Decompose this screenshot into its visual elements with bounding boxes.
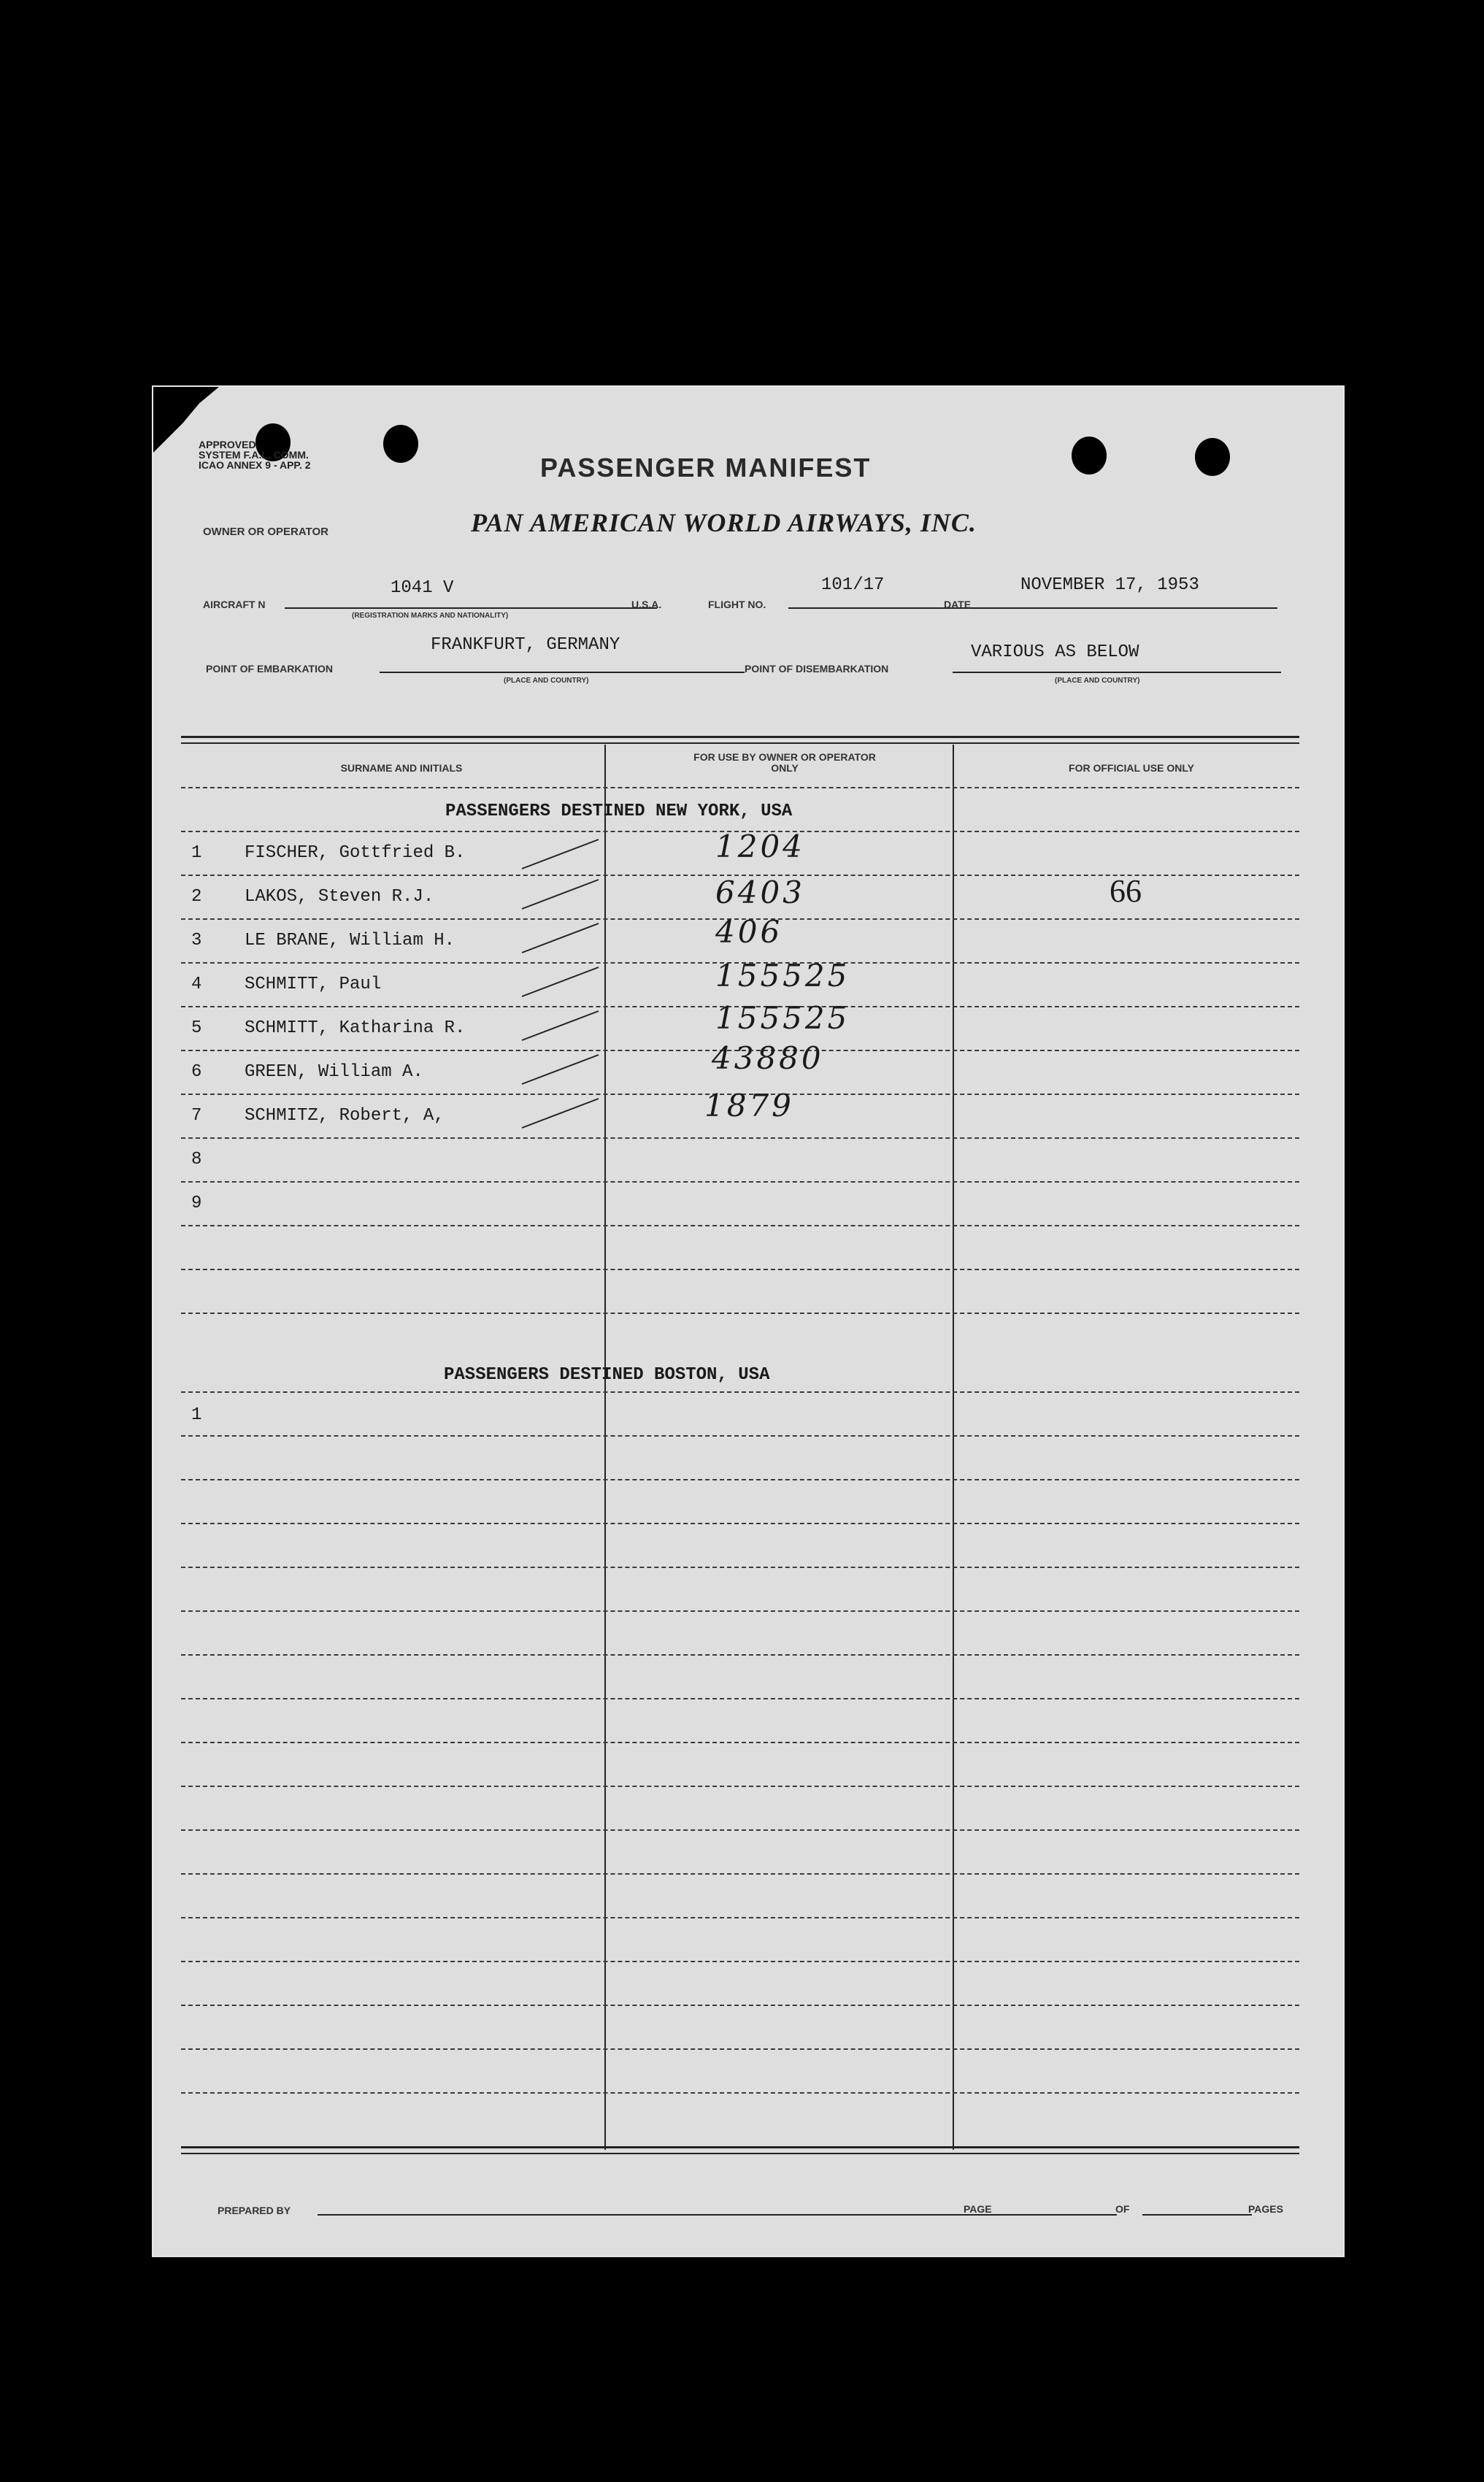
section-heading-new-york: PASSENGERS DESTINED NEW YORK, USA bbox=[445, 802, 793, 821]
row-rule bbox=[181, 1523, 1299, 1524]
check-slash bbox=[518, 920, 606, 956]
owner-code: 406 bbox=[715, 914, 783, 950]
of-label: OF bbox=[1115, 2203, 1130, 2215]
date-label: DATE bbox=[944, 599, 972, 610]
punch-hole bbox=[1072, 437, 1107, 474]
row-number: 9 bbox=[191, 1194, 202, 1213]
aircraft-label: AIRCRAFT N bbox=[203, 599, 266, 610]
check-slash bbox=[518, 1051, 606, 1088]
passenger-name: FISCHER, Gottfried B. bbox=[245, 843, 466, 863]
row-number: 6 bbox=[191, 1062, 202, 1082]
table-top-rule bbox=[181, 736, 1299, 738]
manifest-sheet bbox=[153, 387, 1343, 2256]
row-rule bbox=[181, 1313, 1299, 1314]
col-official-header: FOR OFFICIAL USE ONLY bbox=[1069, 762, 1194, 774]
aircraft-value: 1041 V bbox=[391, 578, 454, 598]
prepared-by-underline bbox=[318, 2214, 1117, 2216]
row-rule bbox=[181, 1742, 1299, 1743]
pages-label: PAGES bbox=[1248, 2203, 1283, 2215]
punch-hole bbox=[383, 425, 418, 463]
row-number: 5 bbox=[191, 1018, 202, 1038]
usa-label: U.S.A. bbox=[631, 599, 662, 610]
passenger-name: GREEN, William A. bbox=[245, 1062, 423, 1082]
flight-label: FLIGHT NO. bbox=[708, 599, 766, 610]
row-number: 8 bbox=[191, 1150, 202, 1169]
embarkation-underline bbox=[380, 672, 745, 673]
official-mark: 66 bbox=[1110, 873, 1142, 909]
flight-value: 101/17 bbox=[821, 575, 885, 595]
aircraft-underline bbox=[285, 607, 657, 609]
row-rule bbox=[181, 1917, 1299, 1918]
row-number: 3 bbox=[191, 931, 202, 950]
page-label: PAGE bbox=[964, 2203, 992, 2215]
owner-code: 43880 bbox=[712, 1040, 824, 1076]
column-divider bbox=[953, 745, 954, 2150]
passenger-name: SCHMITT, Katharina R. bbox=[245, 1018, 466, 1038]
table-top-rule bbox=[181, 742, 1299, 744]
row-rule bbox=[181, 1137, 1299, 1139]
check-slash bbox=[518, 836, 606, 872]
approval-line: APPROVED bbox=[199, 439, 256, 450]
row-number: 7 bbox=[191, 1106, 202, 1126]
row-rule bbox=[181, 2005, 1299, 2006]
disembarkation-value: VARIOUS AS BELOW bbox=[971, 642, 1139, 662]
row-number: 1 bbox=[191, 843, 202, 863]
approval-line: ICAO ANNEX 9 - APP. 2 bbox=[199, 459, 311, 471]
passenger-name: SCHMITT, Paul bbox=[245, 975, 382, 994]
date-underline bbox=[978, 607, 1277, 609]
row-rule bbox=[181, 2048, 1299, 2050]
disembarkation-underline bbox=[953, 672, 1281, 673]
row-number: 4 bbox=[191, 975, 202, 994]
airline-name: PAN AMERICAN WORLD AIRWAYS, INC. bbox=[471, 508, 977, 537]
row-rule bbox=[181, 1786, 1299, 1787]
check-slash bbox=[518, 964, 606, 1000]
passenger-name: LAKOS, Steven R.J. bbox=[245, 887, 434, 907]
owner-code: 6403 bbox=[715, 875, 805, 910]
row-rule bbox=[181, 1873, 1299, 1875]
col-owner-header: FOR USE BY OWNER OR OPERATOR ONLY bbox=[693, 751, 876, 774]
owner-code: 1204 bbox=[715, 829, 805, 864]
passenger-name: SCHMITZ, Robert, A, bbox=[245, 1106, 445, 1126]
row-rule bbox=[181, 1961, 1299, 1962]
row-rule bbox=[181, 1698, 1299, 1699]
row-number: 2 bbox=[191, 887, 202, 907]
owner-code: 155525 bbox=[715, 1000, 850, 1036]
owner-code: 155525 bbox=[715, 958, 850, 994]
row-rule bbox=[181, 787, 1299, 788]
row-rule bbox=[181, 1567, 1299, 1568]
row-rule bbox=[181, 1269, 1299, 1270]
check-slash bbox=[518, 1095, 606, 1132]
table-bottom-rule bbox=[181, 2153, 1299, 2154]
row-rule bbox=[181, 1654, 1299, 1656]
row-rule bbox=[181, 1479, 1299, 1480]
form-title: PASSENGER MANIFEST bbox=[540, 453, 872, 483]
owner-code: 1879 bbox=[704, 1088, 794, 1123]
check-slash bbox=[518, 1007, 606, 1044]
place-note: (PLACE AND COUNTRY) bbox=[504, 677, 589, 685]
row-rule bbox=[181, 1181, 1299, 1183]
punch-hole bbox=[1195, 438, 1230, 476]
check-slash bbox=[518, 876, 606, 912]
approval-stamp bbox=[199, 439, 311, 470]
row-rule bbox=[181, 1391, 1299, 1393]
place-note: (PLACE AND COUNTRY) bbox=[1055, 677, 1140, 685]
registration-note: (REGISTRATION MARKS AND NATIONALITY) bbox=[352, 612, 509, 620]
table-bottom-rule bbox=[181, 2146, 1299, 2148]
row-rule bbox=[181, 1225, 1299, 1226]
prepared-by-label: PREPARED BY bbox=[218, 2205, 291, 2216]
row-rule bbox=[181, 1610, 1299, 1612]
date-value: NOVEMBER 17, 1953 bbox=[1020, 575, 1199, 595]
embarkation-label: POINT OF EMBARKATION bbox=[206, 663, 333, 675]
owner-label: OWNER OR OPERATOR bbox=[203, 526, 328, 538]
approval-line: SYSTEM F.A.L. COMM. bbox=[199, 449, 309, 461]
row-rule bbox=[181, 1829, 1299, 1831]
disembarkation-label: POINT OF DISEMBARKATION bbox=[745, 663, 889, 675]
col-name-header: SURNAME AND INITIALS bbox=[340, 762, 463, 774]
embarkation-value: FRANKFURT, GERMANY bbox=[431, 635, 620, 655]
row-rule bbox=[181, 2092, 1299, 2094]
passenger-name: LE BRANE, William H. bbox=[245, 931, 455, 950]
row-number: 1 bbox=[191, 1405, 202, 1425]
row-rule bbox=[181, 1435, 1299, 1437]
section-heading-boston: PASSENGERS DESTINED BOSTON, USA bbox=[444, 1365, 770, 1385]
of-underline bbox=[1142, 2214, 1252, 2216]
